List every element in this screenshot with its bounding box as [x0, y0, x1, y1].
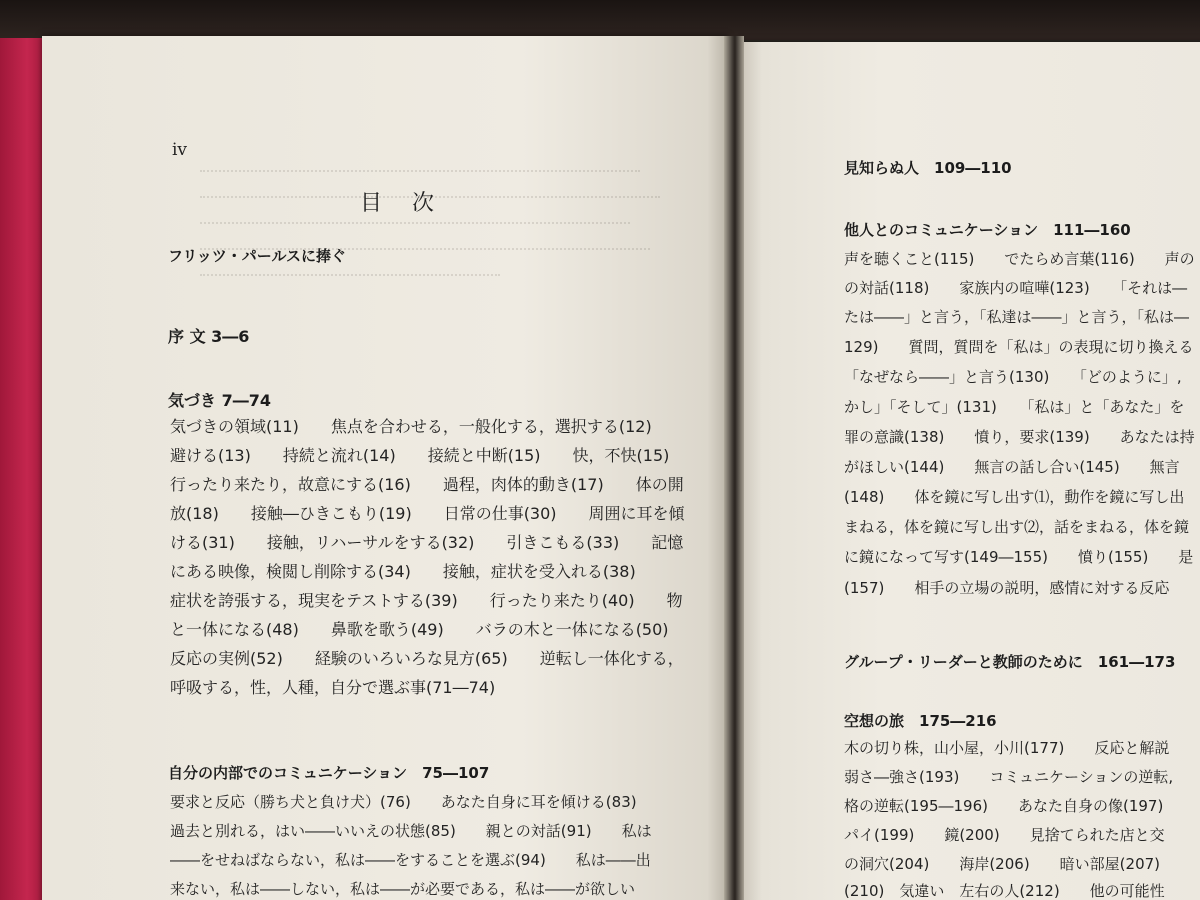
book-gutter [724, 36, 744, 900]
right-page-text [844, 0, 1200, 900]
toc-line: 放(18) 接触―ひきこもり(19) 日常の仕事(30) 周囲に耳を傾 [170, 504, 685, 523]
toc-line: ――をせねばならない，私は――をすることを選ぶ(94) 私は――出 [170, 851, 651, 869]
toc-line: の洞穴(204) 海岸(206) 暗い部屋(207) [844, 855, 1161, 873]
toc-line: ける(31) 接触，リハーサルをする(32) 引きこもる(33) 記憶 [170, 533, 684, 552]
section-awareness: 気づき 7―74 [168, 391, 271, 410]
toc-line: 避ける(13) 持続と流れ(14) 接続と中断(15) 快，不快(15) [170, 446, 670, 465]
section-internal-communication: 自分の内部でのコミュニケーション 75―107 [168, 764, 490, 782]
toc-line: 過去と別れる，はい――いいえの状態(85) 親との対話(91) 私は [170, 822, 652, 840]
toc-line: 罪の意識(138) 憤り，要求(139) あなたは持 [844, 428, 1195, 446]
toc-line: の対話(118) 家族内の喧嘩(123) 「それは― [844, 279, 1188, 297]
toc-line: 反応の実例(52) 経験のいろいろな見方(65) 逆転し一体化する， [170, 649, 684, 668]
toc-line: たは――」と言う，「私達は――」と言う，「私は― [844, 308, 1190, 326]
toc-line: 呼吸する，性，人種，自分で選ぶ事(71―74) [170, 678, 496, 697]
toc-line: 声を聴くこと(115) でたらめ言葉(116) 声の [844, 250, 1195, 268]
dedication: フリッツ・パールスに捧ぐ [168, 247, 347, 265]
toc-line: 格の逆転(195―196) あなた自身の像(197) [844, 797, 1164, 815]
section-group-leaders: グループ・リーダーと教師のために 161―173 [844, 653, 1176, 671]
section-communication-with-others: 他人とのコミュニケーション 111―160 [844, 221, 1131, 239]
toc-line: 気づきの領域(11) 焦点を合わせる，一般化する，選択する(12) [170, 417, 652, 436]
toc-line: (157) 相手の立場の説明，感情に対する反応 [844, 579, 1170, 597]
toc-line: と一体になる(48) 鼻歌を歌う(49) バラの木と一体になる(50) [170, 620, 669, 639]
toc-line: にある映像，検閲し削除する(34) 接触，症状を受入れる(38) [170, 562, 636, 581]
toc-line: (210) 気違い 左右の人(212) 他の可能性 [844, 882, 1165, 900]
section-fantasy-journey: 空想の旅 175―216 [844, 712, 997, 730]
toc-line: 要求と反応（勝ち犬と負け犬）(76) あなた自身に耳を傾ける(83) [170, 793, 637, 811]
section-strangers: 見知らぬ人 109―110 [844, 159, 1012, 177]
toc-line: 症状を誇張する，現実をテストする(39) 行ったり来たり(40) 物 [170, 591, 683, 610]
toc-line: がほしい(144) 無言の話し合い(145) 無言 [844, 458, 1180, 476]
toc-line: (148) 体を鏡に写し出す⑴，動作を鏡に写し出 [844, 488, 1185, 506]
toc-line: 行ったり来たり，故意にする(16) 過程，肉体的動き(17) 体の開 [170, 475, 684, 494]
toc-line: 来ない，私は――しない，私は――が必要である，私は――が欲しい [170, 880, 636, 898]
toc-line: 129) 質問，質問を「私は」の表現に切り換える [844, 338, 1194, 356]
page-title: 目次 [360, 191, 465, 216]
toc-line: に鏡になって写す(149―155) 憤り(155) 是 [844, 548, 1194, 566]
toc-line: 「なぜなら――」と言う(130) 「どのように」, [844, 368, 1182, 386]
toc-line: パイ(199) 鏡(200) 見捨てられた店と交 [844, 826, 1165, 844]
toc-line: まねる，体を鏡に写し出す⑵，話をまねる，体を鏡 [844, 518, 1190, 536]
toc-line: 弱さ―強さ(193) コミュニケーションの逆転, [844, 768, 1174, 786]
page-number: iv [172, 140, 188, 160]
section-preface: 序 文 3―6 [168, 327, 250, 346]
toc-line: かし」「そして」(131) 「私は」と「あなた」を [844, 398, 1185, 416]
toc-line: 木の切り株，山小屋，小川(177) 反応と解説 [844, 739, 1170, 757]
